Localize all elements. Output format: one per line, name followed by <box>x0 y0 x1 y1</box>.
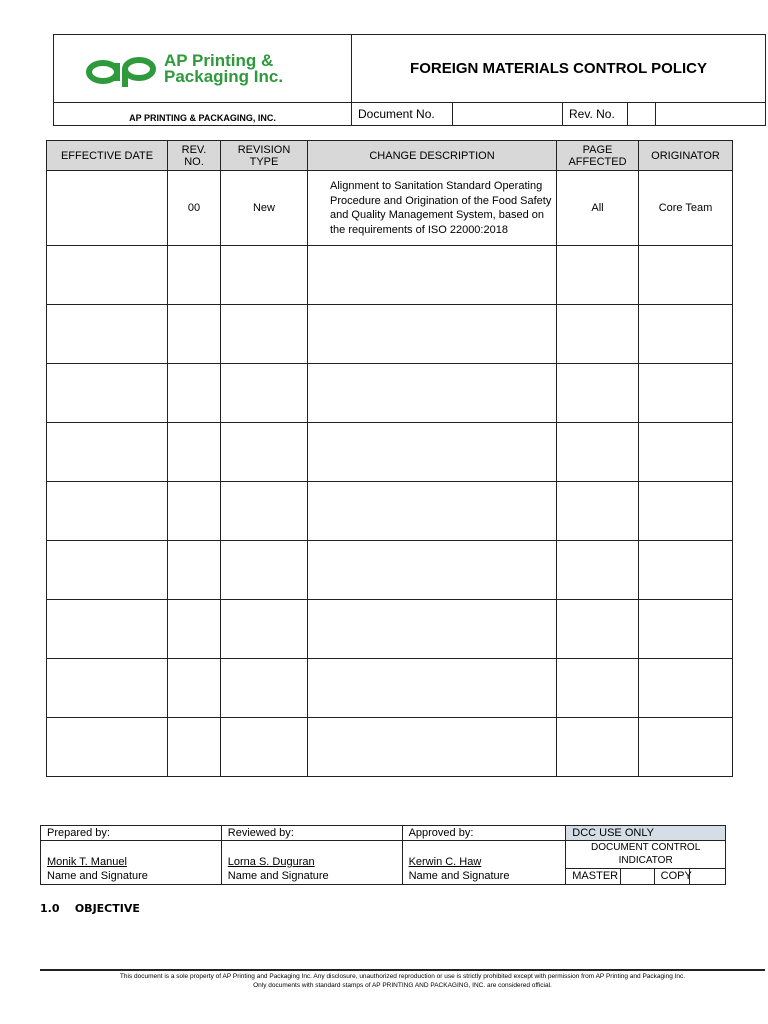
table-cell <box>557 423 639 482</box>
rev-no-label: Rev. No. <box>563 103 628 126</box>
column-header: EFFECTIVE DATE <box>47 141 168 171</box>
table-row <box>47 600 733 659</box>
table-cell <box>168 305 221 364</box>
table-row <box>47 246 733 305</box>
table-cell <box>557 659 639 718</box>
document-control-indicator-label: DOCUMENT CONTROL INDICATOR <box>566 841 726 869</box>
table-cell <box>168 718 221 777</box>
table-cell <box>557 600 639 659</box>
table-cell <box>47 423 168 482</box>
table-cell: New <box>221 171 308 246</box>
table-cell <box>308 423 557 482</box>
table-cell <box>221 482 308 541</box>
table-cell <box>639 423 733 482</box>
document-no-label: Document No. <box>352 103 453 126</box>
prepared-name: Monik T. Manuel <box>47 856 127 868</box>
table-cell <box>168 423 221 482</box>
table-row <box>47 659 733 718</box>
table-cell <box>47 659 168 718</box>
table-row <box>47 718 733 777</box>
footer-line-1: This document is a sole property of AP Printing and Packaging Inc. Any disclosure, unauthorized reproduction or use is strictly prohibited except with permission from AP Printing and Packaging Inc. <box>119 973 686 980</box>
table-cell <box>308 659 557 718</box>
master-label: MASTER <box>566 868 620 884</box>
table-cell <box>557 364 639 423</box>
prepared-label: Prepared by: <box>41 826 222 841</box>
section-title: OBJECTIVE <box>74 902 140 915</box>
table-cell <box>639 305 733 364</box>
table-cell: Core Team <box>639 171 733 246</box>
table-cell <box>308 305 557 364</box>
table-cell <box>47 305 168 364</box>
table-cell <box>168 659 221 718</box>
table-cell: All <box>557 171 639 246</box>
table-cell <box>308 364 557 423</box>
approved-name: Kerwin C. Haw <box>408 856 482 868</box>
reviewed-name: Lorna S. Duguran <box>227 856 315 868</box>
approval-table <box>40 825 726 885</box>
table-header-row <box>47 141 733 171</box>
table-cell <box>47 364 168 423</box>
column-header: REVISION TYPE <box>221 141 308 171</box>
header-blank-cell <box>656 103 766 126</box>
table-row <box>47 305 733 364</box>
table-cell <box>639 659 733 718</box>
document-no-value <box>453 103 563 126</box>
table-cell <box>168 482 221 541</box>
table-cell <box>557 305 639 364</box>
copy-box <box>689 868 725 884</box>
reviewed-signature <box>221 841 402 885</box>
table-cell <box>168 364 221 423</box>
table-cell <box>168 246 221 305</box>
table-cell <box>47 171 168 246</box>
table-cell <box>221 600 308 659</box>
approved-label: Approved by: <box>402 826 566 841</box>
column-header: CHANGE DESCRIPTION <box>308 141 557 171</box>
table-cell <box>308 482 557 541</box>
section-number: 1.0 <box>40 902 60 915</box>
table-cell <box>221 423 308 482</box>
footer-line-2: Only documents with standard stamps of AP PRINTING AND PACKAGING, INC. are considered official. <box>253 982 552 989</box>
table-cell: Alignment to Sanitation Standard Operating Procedure and Origination of the Food Safety and Quality Management System, based on the requirements of ISO 22000:2018 <box>308 171 557 246</box>
column-header: ORIGINATOR <box>639 141 733 171</box>
name-signature-label: Name and Signature <box>47 870 148 882</box>
footer-disclaimer <box>40 972 765 990</box>
table-row <box>47 482 733 541</box>
table-cell <box>639 482 733 541</box>
table-cell <box>639 246 733 305</box>
approved-signature <box>402 841 566 885</box>
logo-text: AP Printing & Packaging Inc. <box>164 50 284 86</box>
document-header <box>53 34 765 124</box>
table-cell <box>221 659 308 718</box>
table-cell <box>47 482 168 541</box>
table-row <box>47 541 733 600</box>
table-cell <box>168 600 221 659</box>
table-cell <box>639 600 733 659</box>
footer-divider <box>40 969 765 971</box>
name-signature-label: Name and Signature <box>408 870 510 882</box>
table-cell <box>557 718 639 777</box>
column-header: PAGE AFFECTED <box>557 141 639 171</box>
table-cell <box>308 600 557 659</box>
dcc-use-only-label: DCC USE ONLY <box>566 826 726 841</box>
table-cell: 00 <box>168 171 221 246</box>
table-cell <box>221 718 308 777</box>
rev-no-value <box>628 103 656 126</box>
name-signature-label: Name and Signature <box>227 870 329 882</box>
logo-cell <box>54 35 352 103</box>
company-logo-icon <box>84 51 160 87</box>
table-row <box>47 423 733 482</box>
table-cell <box>639 364 733 423</box>
table-cell <box>168 541 221 600</box>
table-cell <box>47 718 168 777</box>
section-heading-objective <box>40 902 140 915</box>
table-cell <box>308 541 557 600</box>
column-header: REV. NO. <box>168 141 221 171</box>
table-cell <box>639 718 733 777</box>
table-cell <box>221 246 308 305</box>
revision-history-table <box>46 140 733 777</box>
table-cell <box>221 305 308 364</box>
master-box <box>620 868 654 884</box>
table-cell <box>221 364 308 423</box>
table-cell <box>308 718 557 777</box>
table-row <box>47 171 733 246</box>
document-title: FOREIGN MATERIALS CONTROL POLICY <box>352 35 766 103</box>
table-cell <box>557 482 639 541</box>
prepared-signature <box>41 841 222 885</box>
table-cell <box>47 246 168 305</box>
table-cell <box>47 541 168 600</box>
copy-label: COPY <box>654 868 689 884</box>
table-cell <box>308 246 557 305</box>
company-name: AP PRINTING & PACKAGING, INC. <box>54 103 352 126</box>
reviewed-label: Reviewed by: <box>221 826 402 841</box>
table-cell <box>557 541 639 600</box>
table-cell <box>221 541 308 600</box>
table-row <box>47 364 733 423</box>
table-cell <box>639 541 733 600</box>
table-cell <box>557 246 639 305</box>
table-cell <box>47 600 168 659</box>
